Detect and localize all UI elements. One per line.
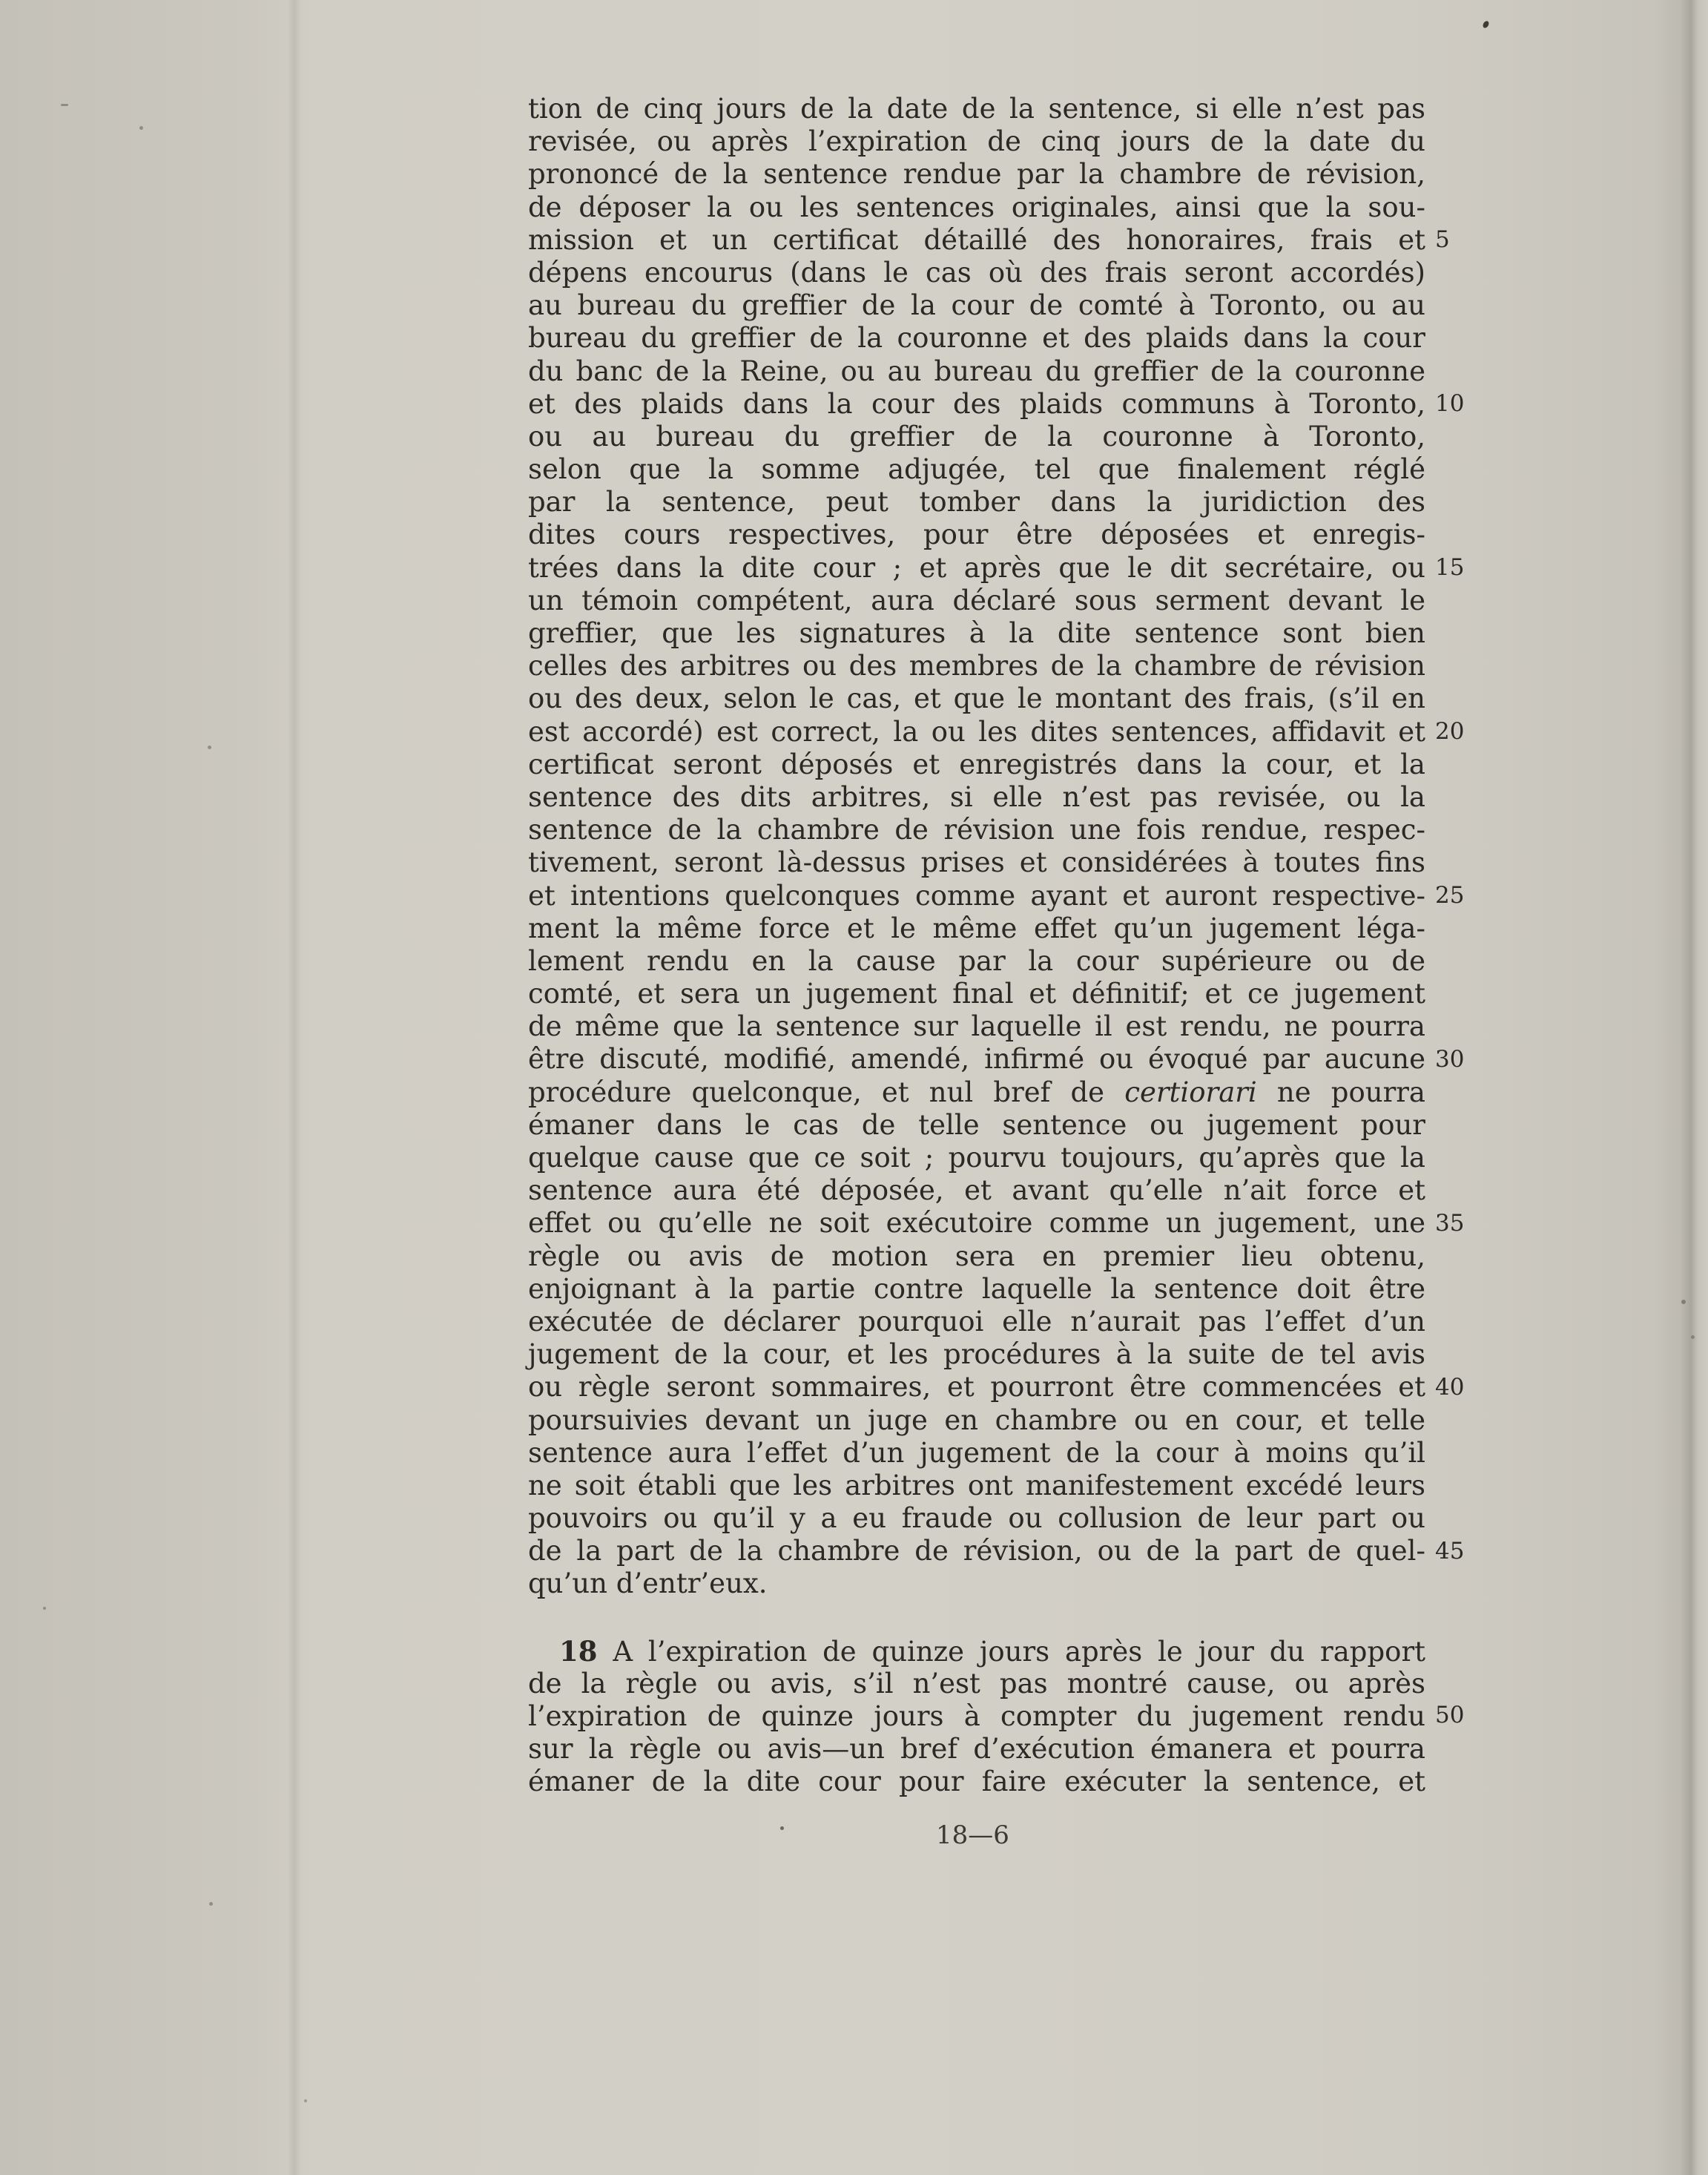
text-line-1: tion de cinq jours de la date de la sentence, si elle n’est pas <box>528 93 1425 125</box>
line-number-35: 35 <box>1435 1210 1465 1237</box>
text-line-9: du banc de la Reine, ou au bureau du greffier de la couronne <box>528 355 1425 387</box>
text-line-28: comté, et sera un jugement final et définitif; et ce jugement <box>528 978 1425 1010</box>
section-line-5: émaner de la dite cour pour faire exécuter la sentence, et <box>528 1766 1425 1798</box>
text-line-10: et des plaids dans la cour des plaids communs à Toronto, <box>528 387 1425 420</box>
ink-speck <box>780 1826 784 1830</box>
line-number-25: 25 <box>1435 882 1465 909</box>
text-line-25: et intentions quelconques comme ayant et auront respective- <box>528 879 1425 912</box>
text-line-7: au bureau du greffier de la cour de comté à Toronto, ou au <box>528 289 1425 322</box>
text-line-2: revisée, ou après l’expiration de cinq jours de la date du <box>528 125 1425 158</box>
section-line-4: sur la règle ou avis—un bref d’exécution émanera et pourra <box>528 1733 1425 1766</box>
text-line-30: être discuté, modifié, amendé, infirmé ou évoqué par aucune <box>528 1043 1425 1076</box>
section-line-3: l’expiration de quinze jours à compter du jugement rendu <box>528 1700 1425 1732</box>
line-number-40: 40 <box>1435 1374 1465 1401</box>
text-line-6: dépens encourus (dans le cas où des frais seront accordés) <box>528 256 1425 289</box>
text-line-15: trées dans la dite cour ; et après que le dit secrétaire, ou <box>528 551 1425 584</box>
text-line-44: pouvoirs ou qu’il y a eu fraude ou collusion de leur part ou <box>528 1502 1425 1535</box>
text-line-32: émaner dans le cas de telle sentence ou jugement pour <box>528 1108 1425 1141</box>
ink-speck <box>1691 1335 1695 1339</box>
section-line-2: de la règle ou avis, s’il n’est pas montré cause, ou après <box>528 1667 1425 1699</box>
text-line-12: selon que la somme adjugée, tel que finalement réglé <box>528 453 1425 486</box>
text-line-4: de déposer la ou les sentences originales, ainsi que la sou- <box>528 191 1425 223</box>
line-number-20: 20 <box>1435 718 1465 745</box>
text-line-31: procédure quelconque, et nul bref de certiorari ne pourra <box>528 1076 1425 1108</box>
line-number-15: 15 <box>1435 554 1465 581</box>
text-line-41: poursuivies devant un juge en chambre ou en cour, et telle <box>528 1404 1425 1436</box>
text-line-23: sentence de la chambre de révision une fois rendue, respec- <box>528 814 1425 846</box>
text-line-33: quelque cause que ce soit ; pourvu toujours, qu’après que la <box>528 1142 1425 1174</box>
text-line-29: de même que la sentence sur laquelle il est rendu, ne pourra <box>528 1010 1425 1043</box>
text-line-46: qu’un d’entr’eux. <box>528 1567 768 1600</box>
text-line-39: jugement de la cour, et les procédures à la suite de tel avis <box>528 1338 1425 1371</box>
line-number-30: 30 <box>1435 1046 1465 1073</box>
text-line-40: ou règle seront sommaires, et pourront être commencées et <box>528 1371 1425 1404</box>
text-line-8: bureau du greffier de la couronne et des plaids dans la cour <box>528 322 1425 355</box>
text-line-17: greffier, que les signatures à la dite sentence sont bien <box>528 617 1425 649</box>
text-line-24: tivement, seront là-dessus prises et considérées à toutes fins <box>528 846 1425 879</box>
text-line-18: celles des arbitres ou des membres de la chambre de révision <box>528 650 1425 682</box>
text-line-13: par la sentence, peut tomber dans la juridiction des <box>528 486 1425 519</box>
text-line-3: prononcé de la sentence rendue par la chambre de révision, <box>528 158 1425 191</box>
text-line-21: certificat seront déposés et enregistrés dans la cour, et la <box>528 748 1425 780</box>
page-folio: 18—6 <box>936 1820 1009 1850</box>
text-line-5: mission et un certificat détaillé des honoraires, frais et <box>528 223 1425 256</box>
section-line-1 <box>528 1635 1425 1668</box>
text-line-16: un témoin compétent, aura déclaré sous serment devant le <box>528 584 1425 616</box>
body-text <box>528 93 1425 1799</box>
paragraph-gap <box>528 1601 1425 1635</box>
text-line-35: effet ou qu’elle ne soit exécutoire comme un jugement, une <box>528 1207 1425 1240</box>
ink-speck <box>43 1607 46 1610</box>
text-line-20: est accordé) est correct, la ou les dites sentences, affidavit et <box>528 715 1425 748</box>
line-number-50: 50 <box>1435 1702 1465 1728</box>
certiorari-term: certiorari <box>1124 1076 1257 1108</box>
ink-speck <box>61 104 68 106</box>
ink-speck <box>139 126 143 130</box>
text-line-11: ou au bureau du greffier de la couronne à Toronto, <box>528 420 1425 453</box>
ink-speck <box>1681 1300 1686 1304</box>
ink-speck <box>304 2099 307 2102</box>
text-line-36: règle ou avis de motion sera en premier lieu obtenu, <box>528 1240 1425 1272</box>
text-line-37: enjoignant à la partie contre laquelle la sentence doit être <box>528 1272 1425 1305</box>
text-line-45: de la part de la chambre de révision, ou de la part de quel- <box>528 1535 1425 1567</box>
text-line-26: ment la même force et le même effet qu’un jugement léga- <box>528 912 1425 944</box>
text-line-42: sentence aura l’effet d’un jugement de la cour à moins qu’il <box>528 1436 1425 1469</box>
ink-speck <box>209 1902 213 1906</box>
text-line-14: dites cours respectives, pour être déposées et enregis- <box>528 519 1425 551</box>
section-line-1-text: A l’expiration de quinze jours après le jour du rapport <box>613 1635 1425 1668</box>
line-number-10: 10 <box>1435 390 1465 417</box>
text-line-22: sentence des dits arbitres, si elle n’est pas revisée, ou la <box>528 780 1425 813</box>
text-line-27: lement rendu en la cause par la cour supérieure ou de <box>528 944 1425 977</box>
line-number-45: 45 <box>1435 1538 1465 1564</box>
ink-speck <box>1482 20 1490 29</box>
text-line-38: exécutée de déclarer pourquoi elle n’aurait pas l’effet d’un <box>528 1305 1425 1337</box>
ink-speck <box>208 746 211 749</box>
section-number: 18 <box>559 1634 598 1668</box>
text-line-19: ou des deux, selon le cas, et que le montant des frais, (s’il en <box>528 682 1425 715</box>
text-line-43: ne soit établi que les arbitres ont manifestement excédé leurs <box>528 1469 1425 1501</box>
line-number-5: 5 <box>1435 226 1450 253</box>
text-line-34: sentence aura été déposée, et avant qu’elle n’ait force et <box>528 1174 1425 1207</box>
